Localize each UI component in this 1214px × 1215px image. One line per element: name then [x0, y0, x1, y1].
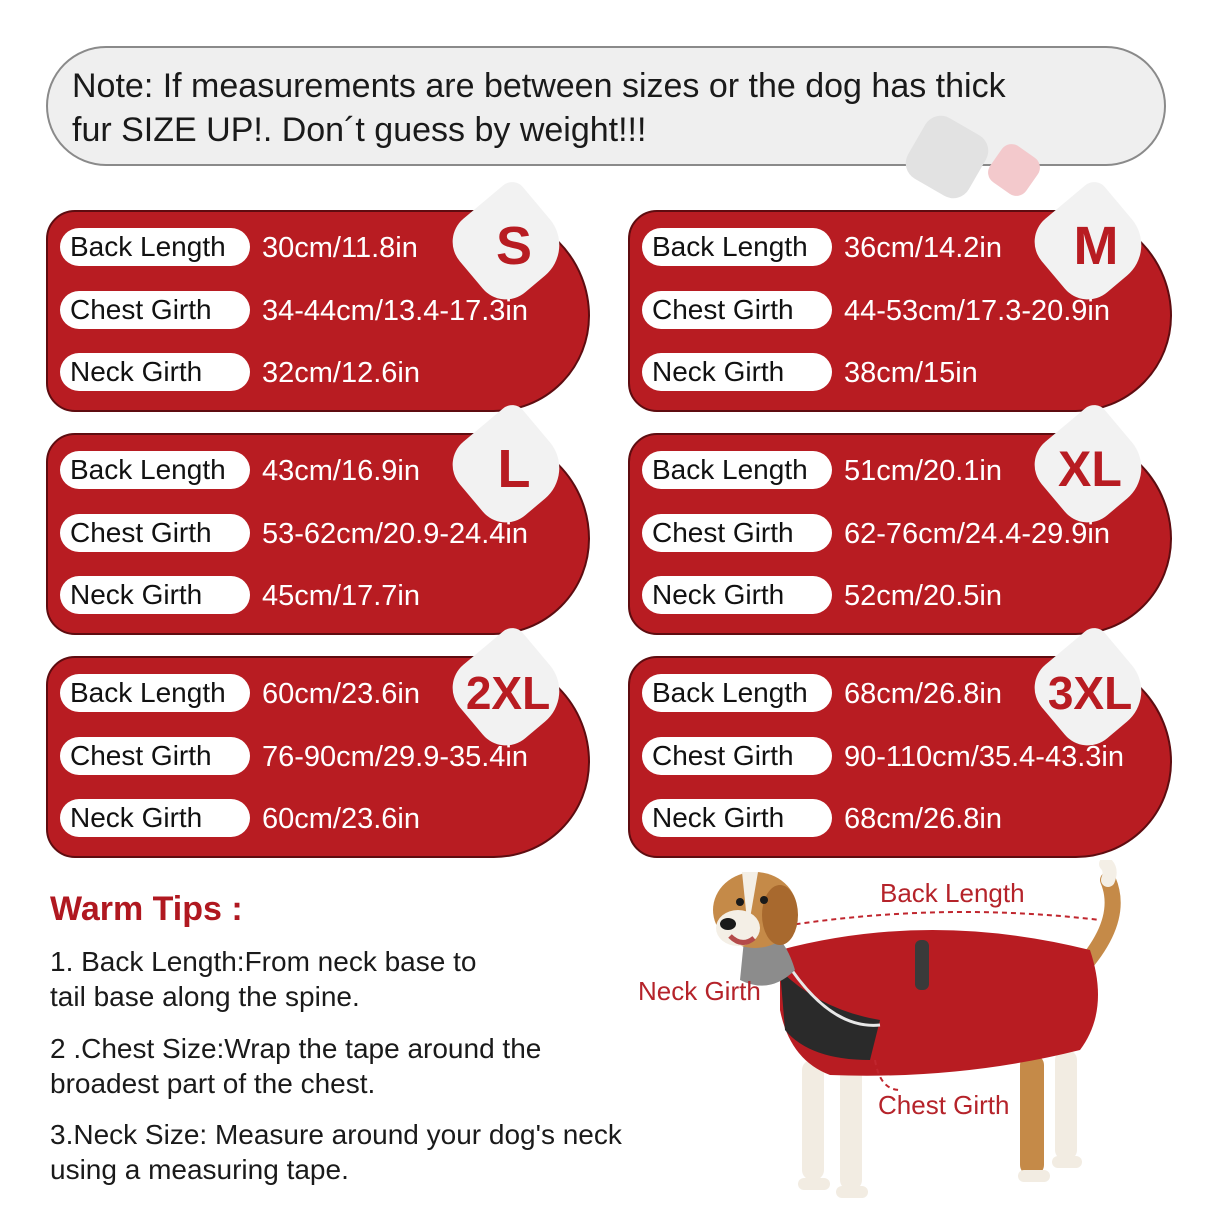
- diagram-label-chest-girth: Chest Girth: [878, 1090, 1010, 1120]
- back-length-value: 60cm/23.6in: [262, 678, 420, 710]
- neck-girth-value: 60cm/23.6in: [262, 803, 420, 835]
- chest-girth-label: Chest Girth: [642, 514, 832, 552]
- neck-girth-value: 32cm/12.6in: [262, 357, 420, 389]
- diagram-label-neck-girth: Neck Girth: [638, 976, 761, 1006]
- chest-girth-label: Chest Girth: [642, 291, 832, 329]
- tip-neck-size: [50, 1117, 650, 1187]
- back-length-value: 36cm/14.2in: [844, 232, 1002, 264]
- size-label-s: S: [495, 216, 533, 276]
- chest-girth-value: 76-90cm/29.9-35.4in: [262, 741, 528, 773]
- tip-back-length: [50, 944, 650, 1014]
- back-length-label: Back Length: [642, 674, 832, 712]
- chest-girth-label: Chest Girth: [642, 737, 832, 775]
- diagram-label-back-length: Back Length: [880, 878, 1025, 908]
- neck-girth-label: Neck Girth: [60, 799, 250, 837]
- tip-line: tail base along the spine.: [50, 981, 360, 1012]
- tip-line: broadest part of the chest.: [50, 1068, 376, 1099]
- back-length-value: 30cm/11.8in: [262, 232, 418, 264]
- chest-girth-label: Chest Girth: [60, 514, 250, 552]
- dog-illustration: [630, 860, 1190, 1210]
- tip-line: 3.Neck Size: Measure around your dog's neck: [50, 1119, 622, 1150]
- note-line-2: fur SIZE UP!. Don´t guess by weight!!!: [72, 111, 647, 149]
- size-label-xl: XL: [1058, 441, 1122, 497]
- chest-girth-label: Chest Girth: [60, 737, 250, 775]
- dog-measurement-diagram: [630, 860, 1190, 1210]
- neck-girth-label: Neck Girth: [642, 576, 832, 614]
- neck-girth-label: Neck Girth: [60, 576, 250, 614]
- chest-girth-value: 34-44cm/13.4-17.3in: [262, 295, 528, 327]
- back-length-value: 51cm/20.1in: [844, 455, 1002, 487]
- size-label-2xl: 2XL: [465, 667, 551, 719]
- neck-girth-label: Neck Girth: [60, 353, 250, 391]
- neck-girth-value: 38cm/15in: [844, 357, 978, 389]
- neck-girth-value: 68cm/26.8in: [844, 803, 1002, 835]
- size-label-3xl: 3XL: [1047, 667, 1133, 719]
- back-length-label: Back Length: [60, 228, 250, 266]
- tip-line: using a measuring tape.: [50, 1154, 349, 1185]
- back-length-label: Back Length: [642, 451, 832, 489]
- chest-girth-value: 90-110cm/35.4-43.3in: [844, 741, 1124, 773]
- note-line-1: Note: If measurements are between sizes or the dog has thick: [72, 67, 1006, 105]
- tip-chest-size: [50, 1031, 650, 1101]
- note-bubble: [46, 46, 1166, 166]
- chest-girth-value: 44-53cm/17.3-20.9in: [844, 295, 1110, 327]
- size-label-l: L: [497, 439, 531, 499]
- back-length-value: 68cm/26.8in: [844, 678, 1002, 710]
- back-length-label: Back Length: [60, 674, 250, 712]
- back-length-value: 43cm/16.9in: [262, 455, 420, 487]
- chest-girth-label: Chest Girth: [60, 291, 250, 329]
- back-length-label: Back Length: [60, 451, 250, 489]
- neck-girth-label: Neck Girth: [642, 353, 832, 391]
- chest-girth-value: 53-62cm/20.9-24.4in: [262, 518, 528, 550]
- neck-girth-value: 45cm/17.7in: [262, 580, 420, 612]
- chest-girth-value: 62-76cm/24.4-29.9in: [844, 518, 1110, 550]
- neck-girth-label: Neck Girth: [642, 799, 832, 837]
- neck-girth-value: 52cm/20.5in: [844, 580, 1002, 612]
- tip-line: 2 .Chest Size:Wrap the tape around the: [50, 1033, 542, 1064]
- warm-tips-title: Warm Tips :: [50, 890, 243, 928]
- back-length-label: Back Length: [642, 228, 832, 266]
- size-label-m: M: [1073, 216, 1119, 276]
- tip-line: 1. Back Length:From neck base to: [50, 946, 477, 977]
